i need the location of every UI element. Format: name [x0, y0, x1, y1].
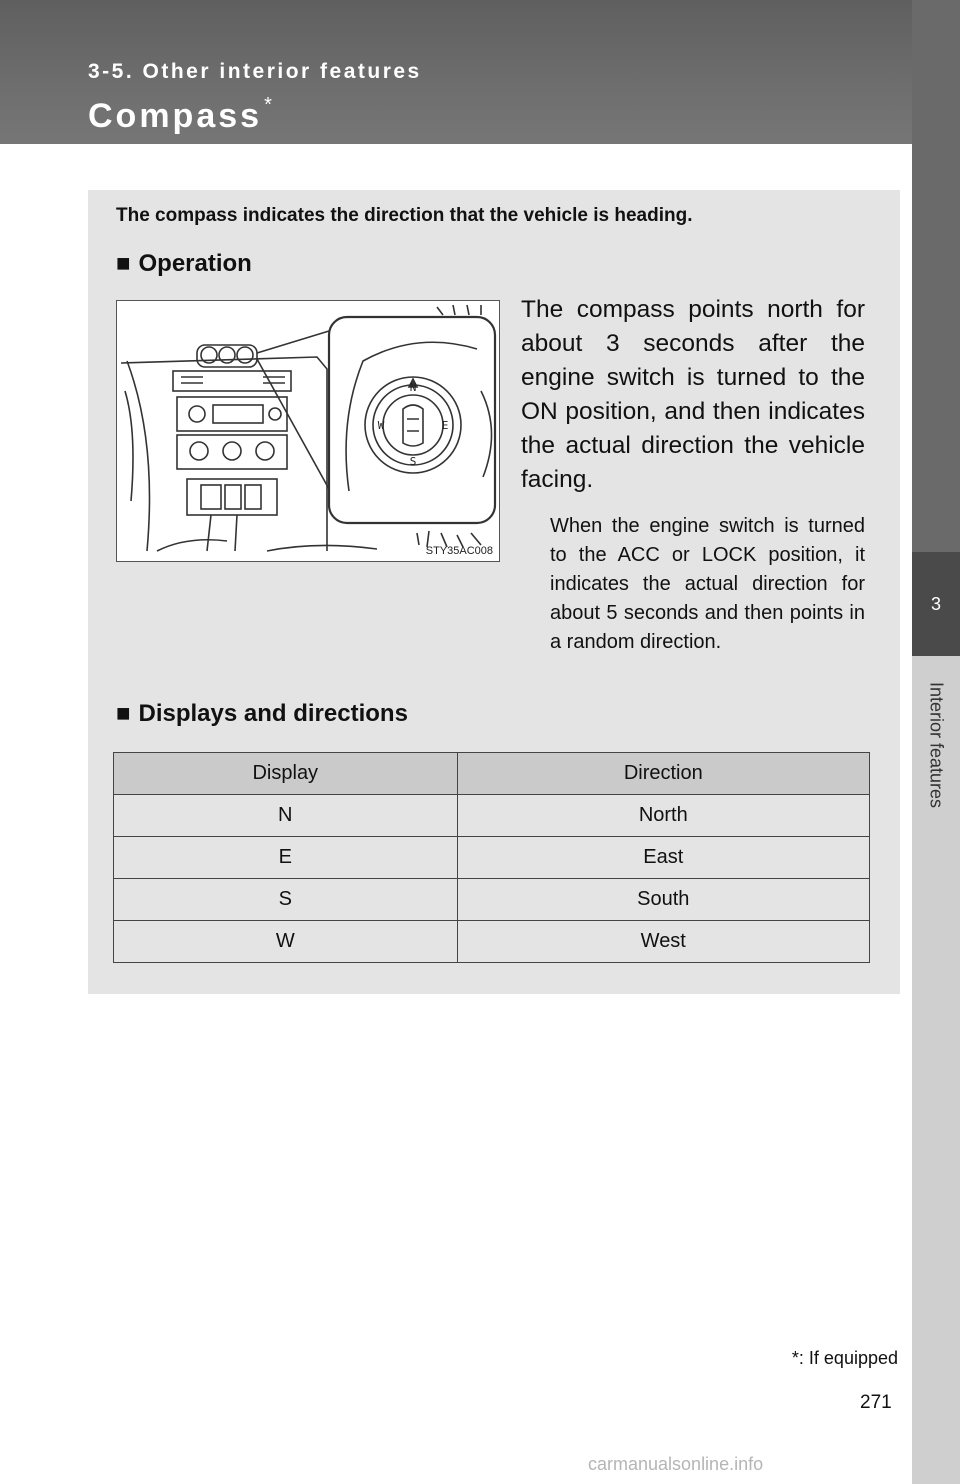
bullet-square-icon: ■: [116, 700, 131, 727]
watermark-text: carmanualsonline.info: [588, 1454, 764, 1474]
page-title-text: Compass: [88, 97, 263, 135]
display-cell: E: [114, 837, 458, 879]
page-header: [0, 0, 960, 144]
table-row: [114, 879, 870, 921]
bullet-square-icon: ■: [116, 250, 131, 277]
compass-letter-n: N: [409, 381, 417, 394]
intro-text: The compass indicates the direction that the vehicle is heading.: [116, 205, 693, 226]
display-cell: N: [114, 795, 458, 837]
compass-letter-s: S: [409, 455, 417, 468]
column-header-direction: Direction: [457, 753, 869, 795]
footnote: *: If equipped: [791, 1348, 898, 1368]
figure-code: STY35AC008: [425, 545, 493, 557]
operation-heading-text: Operation: [138, 250, 252, 277]
direction-cell: North: [457, 795, 869, 837]
chapter-title: Interior features: [926, 681, 947, 809]
direction-cell: East: [457, 837, 869, 879]
table-row: [114, 921, 870, 963]
table-header-row: [114, 753, 870, 795]
sidebar-top-band: [912, 0, 960, 552]
column-header-display: Display: [114, 753, 458, 795]
compass-letter-e: E: [441, 419, 449, 432]
displays-heading: [116, 700, 408, 728]
if-equipped-mark: *: [264, 94, 275, 116]
displays-heading-text: Displays and directions: [138, 700, 408, 727]
page-title: [88, 94, 275, 136]
directions-table: [113, 752, 870, 963]
dashboard-illustration: [116, 300, 500, 562]
operation-note: When the engine switch is turned to the ACC or LOCK position, it indicates the actual direction for about 5 seconds and then points in a random direction.: [550, 515, 865, 653]
direction-cell: South: [457, 879, 869, 921]
display-cell: S: [114, 879, 458, 921]
section-label: 3-5. Other interior features: [88, 60, 422, 83]
operation-heading: [116, 250, 252, 278]
direction-cell: West: [457, 921, 869, 963]
display-cell: W: [114, 921, 458, 963]
dashboard-drawing: [117, 301, 499, 561]
table-row: [114, 837, 870, 879]
table-row: [114, 795, 870, 837]
chapter-tab: 3: [912, 552, 960, 656]
page-number: 271: [860, 1392, 892, 1413]
compass-letter-w: W: [377, 419, 385, 432]
operation-paragraph: The compass points north for about 3 seconds after the engine switch is turned to the ON position, and then indicates the actual direction the vehicle facing.: [521, 296, 865, 493]
